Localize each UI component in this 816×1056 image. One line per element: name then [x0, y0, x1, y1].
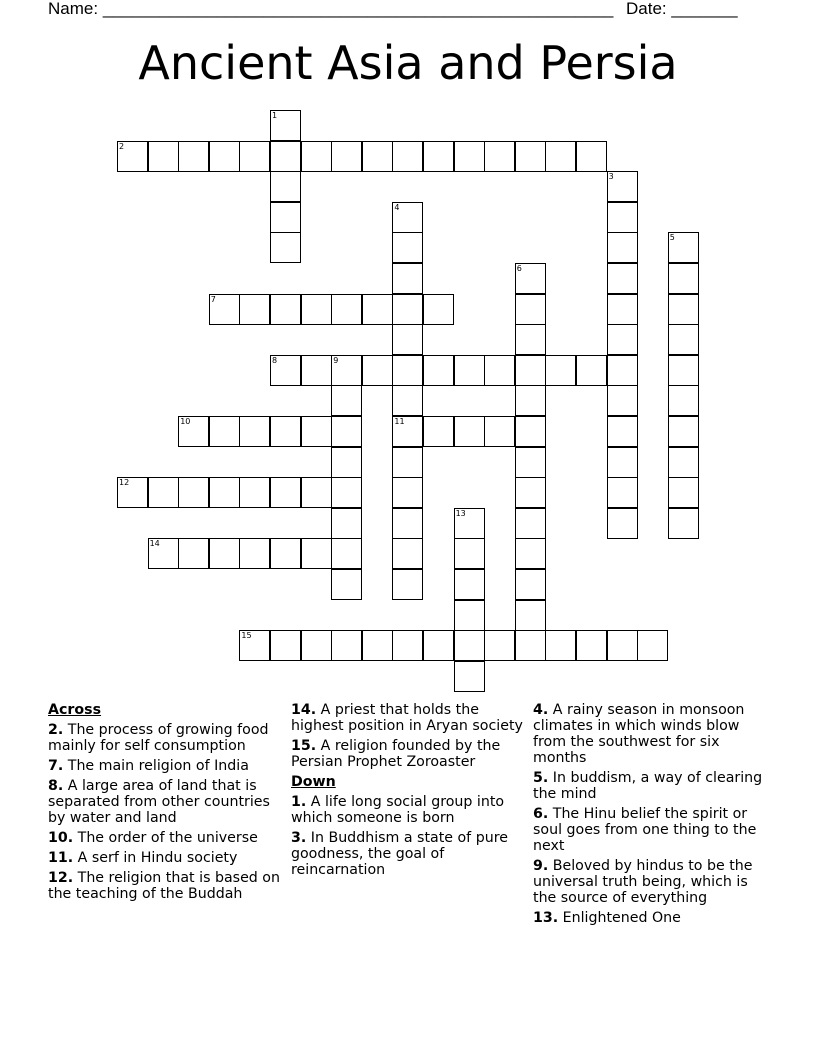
grid-cell-r10-c6[interactable]: [301, 416, 332, 447]
clue-text: A life long social group into which someone is born: [291, 794, 505, 826]
grid-cell-r1-c15[interactable]: [576, 141, 607, 172]
grid-cell-r10-c18[interactable]: [668, 416, 699, 447]
clue-number-label: 4.: [533, 702, 549, 718]
grid-cell-r8-c18[interactable]: [668, 355, 699, 386]
grid-cell-r17-c15[interactable]: [576, 630, 607, 661]
grid-cell-r4-c16[interactable]: [607, 232, 638, 263]
date-label: Date:: [626, 0, 667, 18]
grid-cell-r1-c8[interactable]: [362, 141, 393, 172]
clue-text: A religion founded by the Persian Prophet Zoroaster: [291, 738, 501, 770]
grid-cell-r10-c3[interactable]: [209, 416, 240, 447]
grid-cell-r5-c16[interactable]: [607, 263, 638, 294]
grid-cell-r12-c1[interactable]: [148, 477, 179, 508]
grid-cell-r1-c5[interactable]: [270, 141, 301, 172]
grid-cell-r12-c6[interactable]: [301, 477, 332, 508]
grid-cell-r6-c16[interactable]: [607, 294, 638, 325]
clue-number: 9: [333, 355, 339, 365]
grid-cell-r1-c0[interactable]: [117, 141, 148, 172]
grid-cell-r6-c10[interactable]: [423, 294, 454, 325]
grid-cell-r8-c7[interactable]: [331, 355, 362, 386]
name-label: Name:: [48, 0, 99, 18]
clue-text: The order of the universe: [73, 830, 258, 846]
clue-text: A rainy season in monsoon climates in which winds blow from the southwest for six months: [533, 702, 745, 766]
grid-cell-r1-c1[interactable]: [148, 141, 179, 172]
grid-cell-r2-c5[interactable]: [270, 171, 301, 202]
grid-cell-r8-c12[interactable]: [484, 355, 515, 386]
grid-cell-r17-c6[interactable]: [301, 630, 332, 661]
grid-cell-r1-c12[interactable]: [484, 141, 515, 172]
grid-cell-r15-c7[interactable]: [331, 569, 362, 600]
grid-cell-r14-c5[interactable]: [270, 538, 301, 569]
down-clue: [533, 770, 773, 802]
grid-cell-r9-c16[interactable]: [607, 385, 638, 416]
grid-cell-r9-c7[interactable]: [331, 385, 362, 416]
grid-cell-r14-c1[interactable]: [148, 538, 179, 569]
grid-cell-r7-c9[interactable]: [392, 324, 423, 355]
clue-text: The main religion of India: [63, 758, 249, 774]
grid-cell-r5-c18[interactable]: [668, 263, 699, 294]
clue-column-2: [291, 702, 523, 882]
grid-cell-r17-c8[interactable]: [362, 630, 393, 661]
grid-cell-r1-c7[interactable]: [331, 141, 362, 172]
grid-cell-r14-c7[interactable]: [331, 538, 362, 569]
grid-cell-r17-c14[interactable]: [545, 630, 576, 661]
clue-number: 2: [119, 141, 125, 151]
grid-cell-r11-c18[interactable]: [668, 447, 699, 478]
grid-cell-r1-c2[interactable]: [178, 141, 209, 172]
clue-number: 11: [394, 417, 405, 426]
clue-number: 3: [608, 172, 614, 182]
clue-text: In buddism, a way of clearing the mind: [533, 770, 763, 802]
grid-cell-r14-c3[interactable]: [209, 538, 240, 569]
grid-cell-r8-c6[interactable]: [301, 355, 332, 386]
clue-text: A large area of land that is separated from other countries by water and land: [48, 778, 270, 826]
grid-cell-r16-c13[interactable]: [515, 600, 546, 631]
clue-number-label: 2.: [48, 722, 64, 738]
grid-cell-r4-c18[interactable]: [668, 232, 699, 263]
grid-cell-r10-c4[interactable]: [239, 416, 270, 447]
grid-cell-r10-c2[interactable]: [178, 416, 209, 447]
clue-number-label: 6.: [533, 806, 549, 822]
down-clue: [533, 858, 773, 906]
down-clue: [533, 702, 773, 766]
grid-cell-r4-c9[interactable]: [392, 232, 423, 263]
grid-cell-r7-c13[interactable]: [515, 324, 546, 355]
grid-cell-r17-c17[interactable]: [637, 630, 668, 661]
grid-cell-r2-c16[interactable]: [607, 171, 638, 202]
clue-number: 13: [455, 508, 466, 518]
grid-cell-r14-c6[interactable]: [301, 538, 332, 569]
clue-column-1: [48, 702, 284, 906]
across-clue: [48, 758, 284, 774]
across-clue: [291, 702, 523, 734]
grid-cell-r8-c14[interactable]: [545, 355, 576, 386]
grid-cell-r5-c9[interactable]: [392, 263, 423, 294]
grid-cell-r5-c13[interactable]: [515, 263, 546, 294]
grid-cell-r17-c9[interactable]: [392, 630, 423, 661]
grid-cell-r0-c5[interactable]: [270, 110, 301, 141]
grid-cell-r8-c16[interactable]: [607, 355, 638, 386]
grid-cell-r9-c9[interactable]: [392, 385, 423, 416]
clue-number: 4: [394, 202, 400, 212]
clue-number: 1: [272, 111, 278, 120]
grid-cell-r12-c0[interactable]: [117, 477, 148, 508]
grid-cell-r13-c16[interactable]: [607, 508, 638, 539]
grid-cell-r3-c5[interactable]: [270, 202, 301, 233]
grid-cell-r11-c13[interactable]: [515, 447, 546, 478]
grid-cell-r6-c13[interactable]: [515, 294, 546, 325]
clue-number-label: 7.: [48, 758, 64, 774]
clue-number: 12: [119, 478, 130, 488]
grid-cell-r14-c2[interactable]: [178, 538, 209, 569]
clue-number: 7: [210, 294, 216, 304]
grid-cell-r12-c4[interactable]: [239, 477, 270, 508]
grid-cell-r10-c7[interactable]: [331, 416, 362, 447]
grid-cell-r10-c13[interactable]: [515, 416, 546, 447]
grid-cell-r10-c12[interactable]: [484, 416, 515, 447]
grid-cell-r10-c16[interactable]: [607, 416, 638, 447]
grid-cell-r6-c8[interactable]: [362, 294, 393, 325]
grid-cell-r4-c5[interactable]: [270, 232, 301, 263]
clue-number-label: 9.: [533, 858, 549, 874]
grid-cell-r1-c6[interactable]: [301, 141, 332, 172]
grid-cell-r1-c4[interactable]: [239, 141, 270, 172]
grid-cell-r3-c16[interactable]: [607, 202, 638, 233]
clue-number-label: 15.: [291, 738, 317, 754]
across-clue: [48, 850, 284, 866]
clue-text: A serf in Hindu society: [73, 850, 238, 866]
grid-cell-r9-c13[interactable]: [515, 385, 546, 416]
grid-cell-r12-c16[interactable]: [607, 477, 638, 508]
across-heading: Across: [48, 702, 102, 718]
clue-number: 5: [669, 233, 675, 243]
clue-number-label: 1.: [291, 794, 307, 810]
clue-text: A priest that holds the highest position in Aryan society: [291, 702, 523, 734]
across-clue: [48, 778, 284, 826]
grid-cell-r10-c5[interactable]: [270, 416, 301, 447]
grid-cell-r8-c5[interactable]: [270, 355, 301, 386]
grid-cell-r1-c10[interactable]: [423, 141, 454, 172]
grid-cell-r14-c11[interactable]: [454, 538, 485, 569]
clue-number: 15: [241, 631, 252, 641]
grid-cell-r6-c3[interactable]: [209, 294, 240, 325]
across-clue: [291, 738, 523, 770]
grid-cell-r12-c2[interactable]: [178, 477, 209, 508]
grid-cell-r12-c18[interactable]: [668, 477, 699, 508]
grid-cell-r6-c6[interactable]: [301, 294, 332, 325]
grid-cell-r17-c10[interactable]: [423, 630, 454, 661]
grid-cell-r12-c13[interactable]: [515, 477, 546, 508]
grid-cell-r8-c8[interactable]: [362, 355, 393, 386]
down-clue: [291, 830, 523, 878]
grid-cell-r8-c13[interactable]: [515, 355, 546, 386]
clue-number-label: 12.: [48, 870, 74, 886]
grid-cell-r1-c11[interactable]: [454, 141, 485, 172]
down-clue: [533, 910, 773, 926]
grid-cell-r8-c9[interactable]: [392, 355, 423, 386]
grid-cell-r15-c11[interactable]: [454, 569, 485, 600]
grid-cell-r11-c7[interactable]: [331, 447, 362, 478]
clue-number-label: 3.: [291, 830, 307, 846]
grid-cell-r12-c9[interactable]: [392, 477, 423, 508]
clue-text: The religion that is based on the teaching of the Buddah: [48, 870, 280, 902]
grid-cell-r17-c13[interactable]: [515, 630, 546, 661]
clue-text: Enlightened One: [558, 910, 681, 926]
clue-number-label: 14.: [291, 702, 317, 718]
clue-number-label: 10.: [48, 830, 74, 846]
grid-cell-r12-c3[interactable]: [209, 477, 240, 508]
grid-cell-r10-c10[interactable]: [423, 416, 454, 447]
clue-number-label: 11.: [48, 850, 74, 866]
grid-cell-r14-c9[interactable]: [392, 538, 423, 569]
grid-cell-r18-c11[interactable]: [454, 661, 485, 692]
grid-cell-r6-c9[interactable]: [392, 294, 423, 325]
grid-cell-r12-c7[interactable]: [331, 477, 362, 508]
clue-text: In Buddhism a state of pure goodness, the goal of reincarnation: [291, 830, 508, 878]
down-clue: [533, 806, 773, 854]
clue-text: The Hinu belief the spirit or soul goes from one thing to the next: [533, 806, 757, 854]
grid-cell-r13-c11[interactable]: [454, 508, 485, 539]
clue-number: 14: [149, 539, 160, 549]
grid-cell-r13-c13[interactable]: [515, 508, 546, 539]
grid-cell-r17-c16[interactable]: [607, 630, 638, 661]
clue-text: The process of growing food mainly for self consumption: [48, 722, 269, 754]
grid-cell-r3-c9[interactable]: [392, 202, 423, 233]
grid-cell-r14-c4[interactable]: [239, 538, 270, 569]
grid-cell-r10-c9[interactable]: [392, 416, 423, 447]
grid-cell-r6-c5[interactable]: [270, 294, 301, 325]
clue-number: 10: [180, 417, 191, 426]
clue-text: Beloved by hindus to be the universal truth being, which is the source of everything: [533, 858, 753, 906]
grid-cell-r13-c18[interactable]: [668, 508, 699, 539]
grid-cell-r6-c4[interactable]: [239, 294, 270, 325]
grid-cell-r11-c9[interactable]: [392, 447, 423, 478]
down-clue: [291, 794, 523, 826]
clue-number-label: 13.: [533, 910, 559, 926]
grid-cell-r6-c18[interactable]: [668, 294, 699, 325]
puzzle-title: Ancient Asia and Persia: [138, 36, 678, 90]
grid-cell-r17-c11[interactable]: [454, 630, 485, 661]
clue-number-label: 5.: [533, 770, 549, 786]
across-clue: [48, 870, 284, 902]
grid-cell-r15-c13[interactable]: [515, 569, 546, 600]
grid-cell-r8-c15[interactable]: [576, 355, 607, 386]
grid-cell-r17-c12[interactable]: [484, 630, 515, 661]
grid-cell-r17-c7[interactable]: [331, 630, 362, 661]
grid-cell-r8-c11[interactable]: [454, 355, 485, 386]
across-clue: [48, 830, 284, 846]
date-blank: _______: [671, 0, 738, 18]
grid-cell-r10-c11[interactable]: [454, 416, 485, 447]
grid-cell-r7-c16[interactable]: [607, 324, 638, 355]
name-blank: ______________________________________________________: [102, 0, 614, 18]
grid-cell-r17-c5[interactable]: [270, 630, 301, 661]
grid-cell-r16-c11[interactable]: [454, 600, 485, 631]
grid-cell-r1-c14[interactable]: [545, 141, 576, 172]
grid-cell-r9-c18[interactable]: [668, 385, 699, 416]
grid-cell-r1-c13[interactable]: [515, 141, 546, 172]
grid-cell-r15-c9[interactable]: [392, 569, 423, 600]
grid-cell-r17-c4[interactable]: [239, 630, 270, 661]
grid-cell-r1-c9[interactable]: [392, 141, 423, 172]
clue-number: 8: [272, 355, 278, 365]
grid-cell-r1-c3[interactable]: [209, 141, 240, 172]
grid-cell-r13-c7[interactable]: [331, 508, 362, 539]
grid-cell-r8-c10[interactable]: [423, 355, 454, 386]
grid-cell-r14-c13[interactable]: [515, 538, 546, 569]
clue-number: 6: [516, 264, 522, 273]
clue-number-label: 8.: [48, 778, 64, 794]
grid-cell-r6-c7[interactable]: [331, 294, 362, 325]
grid-cell-r12-c5[interactable]: [270, 477, 301, 508]
down-heading: Down: [291, 774, 336, 790]
clue-column-3: [533, 702, 773, 930]
grid-cell-r11-c16[interactable]: [607, 447, 638, 478]
grid-cell-r13-c9[interactable]: [392, 508, 423, 539]
across-clue: [48, 722, 284, 754]
grid-cell-r7-c18[interactable]: [668, 324, 699, 355]
